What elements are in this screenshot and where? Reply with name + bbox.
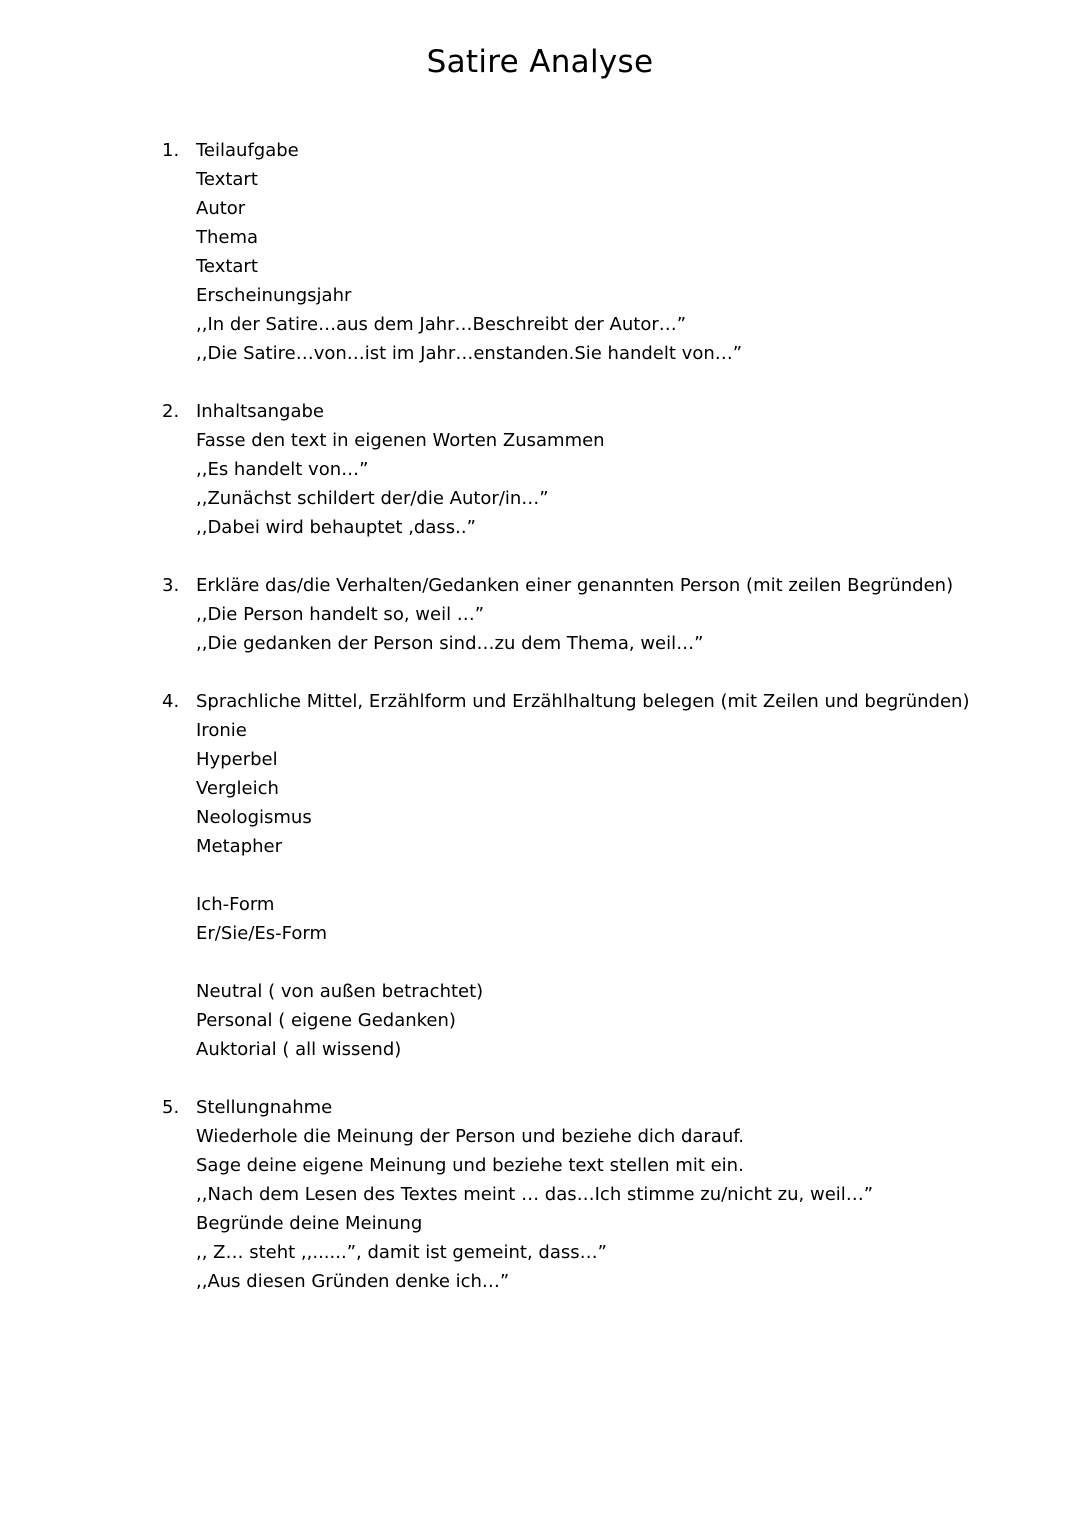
section-body xyxy=(196,571,1042,658)
section-heading: Stellungnahme xyxy=(196,1097,333,1118)
section-line: Auktorial ( all wissend) xyxy=(196,1039,402,1060)
section-3 xyxy=(162,571,1042,658)
page-title: Satire Analyse xyxy=(426,44,654,80)
section-heading: Inhaltsangabe xyxy=(196,401,324,422)
section-list xyxy=(162,136,1042,1325)
section-line: Hyperbel xyxy=(196,749,278,770)
section-line: Vergleich xyxy=(196,778,279,799)
section-body xyxy=(196,687,1042,1064)
section-line: Fasse den text in eigenen Worten Zusammen xyxy=(196,430,605,451)
section-line: Ironie xyxy=(196,720,247,741)
section-number: 3. xyxy=(162,575,180,596)
section-line: ,,Dabei wird behauptet ,dass..” xyxy=(196,517,476,538)
group-spacer xyxy=(196,948,1042,977)
section-line: Metapher xyxy=(196,836,283,857)
section-line: Autor xyxy=(196,198,246,219)
section-line: Sage deine eigene Meinung und beziehe text stellen mit ein. xyxy=(196,1155,744,1176)
section-line: ,,Die gedanken der Person sind…zu dem Thema, weil…” xyxy=(196,633,704,654)
section-line: Wiederhole die Meinung der Person und beziehe dich darauf. xyxy=(196,1126,744,1147)
section-line: Neutral ( von außen betrachtet) xyxy=(196,981,484,1002)
section-line: ,,Die Satire…von…ist im Jahr…enstanden.Sie handelt von…” xyxy=(196,343,743,364)
section-heading: Teilaufgabe xyxy=(196,140,299,161)
section-2 xyxy=(162,397,1042,542)
section-line: Neologismus xyxy=(196,807,312,828)
section-line: Personal ( eigene Gedanken) xyxy=(196,1010,456,1031)
section-heading: Sprachliche Mittel, Erzählform und Erzählhaltung belegen (mit Zeilen und begründen) xyxy=(196,691,970,712)
section-body xyxy=(196,136,1042,368)
group-spacer xyxy=(196,861,1042,890)
section-heading: Erkläre das/die Verhalten/Gedanken einer genannten Person (mit zeilen Begründen) xyxy=(196,575,954,596)
section-4 xyxy=(162,687,1042,1064)
section-number: 4. xyxy=(162,691,180,712)
section-line: ,, Z… steht ,,......”, damit ist gemeint, dass…” xyxy=(196,1242,607,1263)
section-line: ,,In der Satire…aus dem Jahr…Beschreibt der Autor…” xyxy=(196,314,687,335)
section-line: ,,Es handelt von…” xyxy=(196,459,369,480)
section-line: Ich-Form xyxy=(196,894,275,915)
section-line: Textart xyxy=(196,256,258,277)
section-number: 2. xyxy=(162,401,180,422)
section-line: Begründe deine Meinung xyxy=(196,1213,423,1234)
section-line: ,,Nach dem Lesen des Textes meint … das…Ich stimme zu/nicht zu, weil…” xyxy=(196,1184,874,1205)
section-line: Er/Sie/Es-Form xyxy=(196,923,327,944)
section-line: ,,Zunächst schildert der/die Autor/in…” xyxy=(196,488,549,509)
section-line: Textart xyxy=(196,169,258,190)
section-line: ,,Die Person handelt so, weil …” xyxy=(196,604,485,625)
section-number: 1. xyxy=(162,140,180,161)
section-body xyxy=(196,1093,1042,1296)
section-line: Erscheinungsjahr xyxy=(196,285,352,306)
section-5 xyxy=(162,1093,1042,1296)
section-line: ,,Aus diesen Gründen denke ich…” xyxy=(196,1271,510,1292)
section-number: 5. xyxy=(162,1097,180,1118)
section-body xyxy=(196,397,1042,542)
section-line: Thema xyxy=(196,227,259,248)
section-1 xyxy=(162,136,1042,368)
